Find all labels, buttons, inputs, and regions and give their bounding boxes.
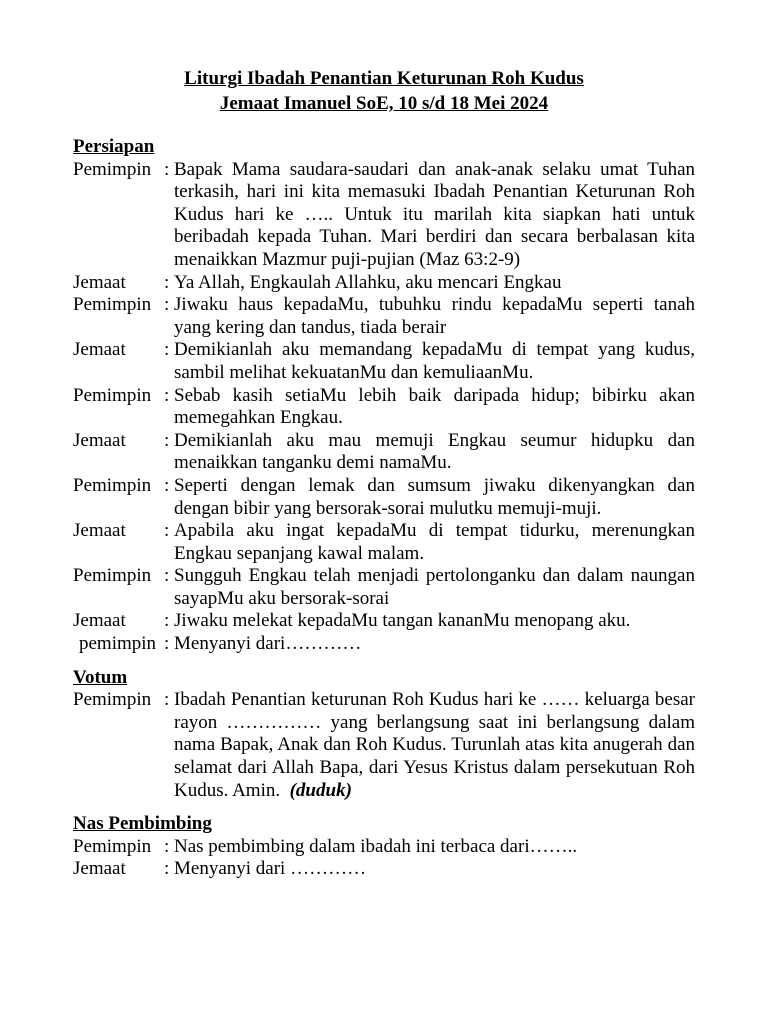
role-label: Jemaat (73, 339, 126, 361)
liturgy-text: Seperti dengan lemak dan sumsum jiwaku dikenyangkan dan dengan bibir yang bersorak-sorai mulutku memuji-muji. (174, 474, 695, 519)
document-title-line-2: Jemaat Imanuel SoE, 10 s/d 18 Mei 2024 (219, 93, 549, 114)
liturgy-text: Ya Allah, Engkaulah Allahku, aku mencari Engkau (174, 271, 562, 293)
role-colon: : (164, 858, 170, 880)
role-label: Jemaat (73, 271, 126, 293)
role-colon: : (164, 339, 170, 361)
liturgy-row (73, 836, 695, 859)
role-colon: : (164, 271, 170, 293)
role-colon: : (164, 158, 170, 180)
role-colon: : (164, 384, 170, 406)
liturgy-text: Apabila aku ingat kepadaMu di tempat tidurku, merenungkan Engkau sepanjang kawal malam. (174, 520, 695, 564)
liturgy-row (73, 339, 695, 384)
liturgy-row (73, 159, 695, 272)
role-colon: : (164, 474, 170, 496)
section-heading-persiapan: Persiapan (73, 136, 155, 157)
liturgy-text: Demikianlah aku memandang kepadaMu di tempat yang kudus, sambil melihat kekuatanMu dan kemuliaanMu. (174, 339, 695, 383)
role-label: Pemimpin (73, 835, 152, 857)
role-colon: : (164, 689, 170, 711)
role-label: Jemaat (73, 610, 126, 632)
liturgy-row (73, 475, 695, 520)
liturgy-text: Sungguh Engkau telah menjadi pertolonganku dan dalam naungan sayapMu aku bersorak-sorai (174, 565, 695, 609)
liturgy-text: Jiwaku haus kepadaMu, tubuhku rindu kepadaMu seperti tanah yang kering dan tandus, tiada berair (174, 294, 695, 338)
role-label: Pemimpin (73, 474, 152, 496)
liturgy-row (73, 272, 695, 295)
document-title-line-1: Liturgi Ibadah Penantian Keturunan Roh Kudus (184, 68, 584, 89)
role-label: Jemaat (73, 429, 126, 451)
document-page (73, 66, 695, 881)
liturgy-text: Bapak Mama saudara-saudari dan anak-anak selaku umat Tuhan terkasih, hari ini kita memasuki Ibadah Penantian Keturunan Roh Kudus hari ke ….. Untuk itu marilah kita siapkan hati untuk beribadah kepada Tuhan. Mari berdiri dan secara berbalasan kita menaikkan Mazmur puji-pujian (Maz 63:2-9) (174, 158, 695, 270)
liturgy-text: Menyanyi dari ………… (174, 858, 367, 880)
liturgy-row (73, 565, 695, 610)
liturgy-text (174, 689, 695, 802)
liturgy-text: Sebab kasih setiaMu lebih baik daripada hidup; bibirku akan memegahkan Engkau. (174, 384, 695, 429)
liturgy-row (73, 430, 695, 475)
liturgy-row (73, 385, 695, 430)
section-heading-nas-pembimbing: Nas Pembimbing (73, 813, 212, 835)
liturgy-row (73, 610, 695, 633)
role-label: Jemaat (73, 858, 126, 880)
liturgy-text: Menyanyi dari………… (174, 633, 362, 655)
role-label: Pemimpin (73, 565, 152, 587)
liturgy-text: Nas pembimbing dalam ibadah ini terbaca dari…….. (174, 835, 578, 857)
role-colon: : (164, 520, 170, 542)
role-label: pemimpin (79, 633, 157, 655)
liturgy-text: Demikianlah aku mau memuji Engkau seumur hidupku dan menaikkan tanganku demi namaMu. (174, 429, 695, 474)
role-colon: : (164, 429, 170, 451)
liturgy-row (73, 520, 695, 565)
role-label: Pemimpin (73, 384, 152, 406)
liturgy-row (73, 294, 695, 339)
role-colon: : (164, 294, 170, 316)
role-label: Pemimpin (73, 294, 152, 316)
role-label: Pemimpin (73, 158, 152, 180)
liturgy-row (73, 633, 695, 656)
votum-text: Ibadah Penantian keturunan Roh Kudus hari ke …… keluarga besar rayon …………… yang berlangsung saat ini berlangsung dalam nama Bapak, Anak dan Roh Kudus. Turunlah atas kita anugerah dan selamat dari Allah Bapa, dari Yesus Kristus dalam persekutuan Roh Kudus. Amin. (174, 689, 695, 801)
liturgy-row (73, 858, 695, 881)
liturgy-text: Jiwaku melekat kepadaMu tangan kananMu menopang aku. (174, 610, 631, 632)
role-colon: : (164, 565, 170, 587)
role-label: Pemimpin (73, 689, 152, 711)
role-colon: : (164, 835, 170, 857)
section-heading-votum: Votum (73, 666, 128, 688)
role-colon: : (164, 610, 170, 632)
role-label: Jemaat (73, 520, 126, 542)
liturgy-row (73, 689, 695, 802)
votum-emphasis: (duduk) (289, 779, 352, 801)
role-colon: : (164, 633, 170, 655)
